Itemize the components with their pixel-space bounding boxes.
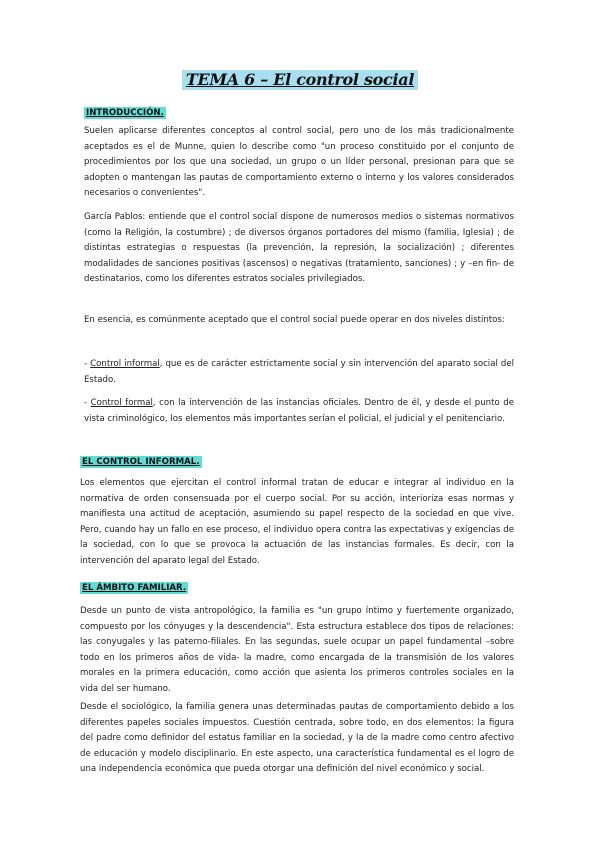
intro-paragraph-1: Suelen aplicarse diferentes conceptos al control social, pero uno de los más tradicionalmente aceptados es el de Munne, quien lo describe como "un proceso constituido por el conjunto de procedimientos por los que una sociedad, un grupo o un líder personal, presionan para que se adopten o mantengan las pautas de comportamiento externo o interno y los valores considerados necesarios o convenientes". — [84, 126, 514, 199]
term-control-informal: Control informal — [90, 359, 160, 369]
list-item-prefix: - — [84, 359, 91, 369]
list-item-control-formal — [84, 396, 514, 427]
heading-introduccion: INTRODUCCIÓN. — [86, 108, 164, 118]
term-control-formal: Control formal — [90, 398, 153, 408]
list-item-control-informal — [84, 357, 514, 388]
intro-paragraph-2: García Pablos: entiende que el control social dispone de numerosos medios o sistemas normativos (como la Religión, la costumbre) ; de diversos órganos portadores del mismo (familia, Iglesia) ; de distintas estrategias o respuestas (la prevención, la represión, la socialización) ; diferentes modalidades de sanciones positivas (ascensos) o negativas (tratamiento, sanciones) ; y –en fin- de destinatarios, como los diferentes estratos sociales privilegiados. — [84, 212, 514, 285]
familiar-paragraph-1: Desde un punto de vista antropológico, la familia es "un grupo íntimo y fuertemente organizado, compuesto por los cónyuges y la descendencia". Esta estructura establece dos tipos de relaciones: las conyugales y las paterno-filiales. En las segundas, suele ocupar un papel fundamental –sobre todo en los primeros años de vida- la madre, como encargada de la transmisión de los valores morales en la primera educación, como acción que asienta los primeros controles sociales en la vida del ser humano. — [80, 606, 514, 694]
title-wrap — [0, 70, 600, 90]
informal-paragraph-1: Los elementos que ejercitan el control informal tratan de educar e integrar al individuo en la normativa de orden consensuada por el cuerpo social. Por su acción, interioriza esas normas y manifiesta una actitud de aceptación, asumiendo su papel respecto de la sociedad en que vive. Pero, cuando hay un fallo en ese proceso, el individuo opera contra las expectativas y exigencias de la sociedad, con lo que se provoca la actuación de las instancias formales. Es decir, con la intervención del aparato legal del Estado. — [80, 478, 514, 566]
familiar-paragraph-2: Desde el sociológico, la familia genera unas determinadas pautas de comportamiento debido a los diferentes papeles sociales impuestos. Cuestión centrada, sobre todo, en dos elementos: la figura del padre como definidor del estatus familiar en la sociedad, y la de la madre como centro afectivo de educación y modelo disciplinario. En este aspecto, una característica fundamental es el logro de una independencia económica que pueda otorgar una definición del nivel económico y social. — [80, 702, 514, 775]
list-item-prefix: - — [84, 398, 91, 408]
list-item-text: , que es de carácter estrictamente social y sin intervención del aparato social del Estado. — [84, 359, 514, 385]
list-item-text: , con la intervención de las instancias oficiales. Dentro de él, y desde el punto de vista criminológico, los elementos más importantes serían el policial, el judicial y el penitenciario. — [84, 398, 514, 424]
page-title: TEMA 6 – El control social — [182, 70, 418, 90]
intro-paragraph-3: En esencia, es comúnmente aceptado que el control social puede operar en dos niveles distintos: — [84, 315, 505, 325]
heading-control-informal: EL CONTROL INFORMAL. — [82, 457, 200, 467]
heading-ambito-familiar: EL ÁMBITO FAMILIAR. — [82, 583, 187, 593]
